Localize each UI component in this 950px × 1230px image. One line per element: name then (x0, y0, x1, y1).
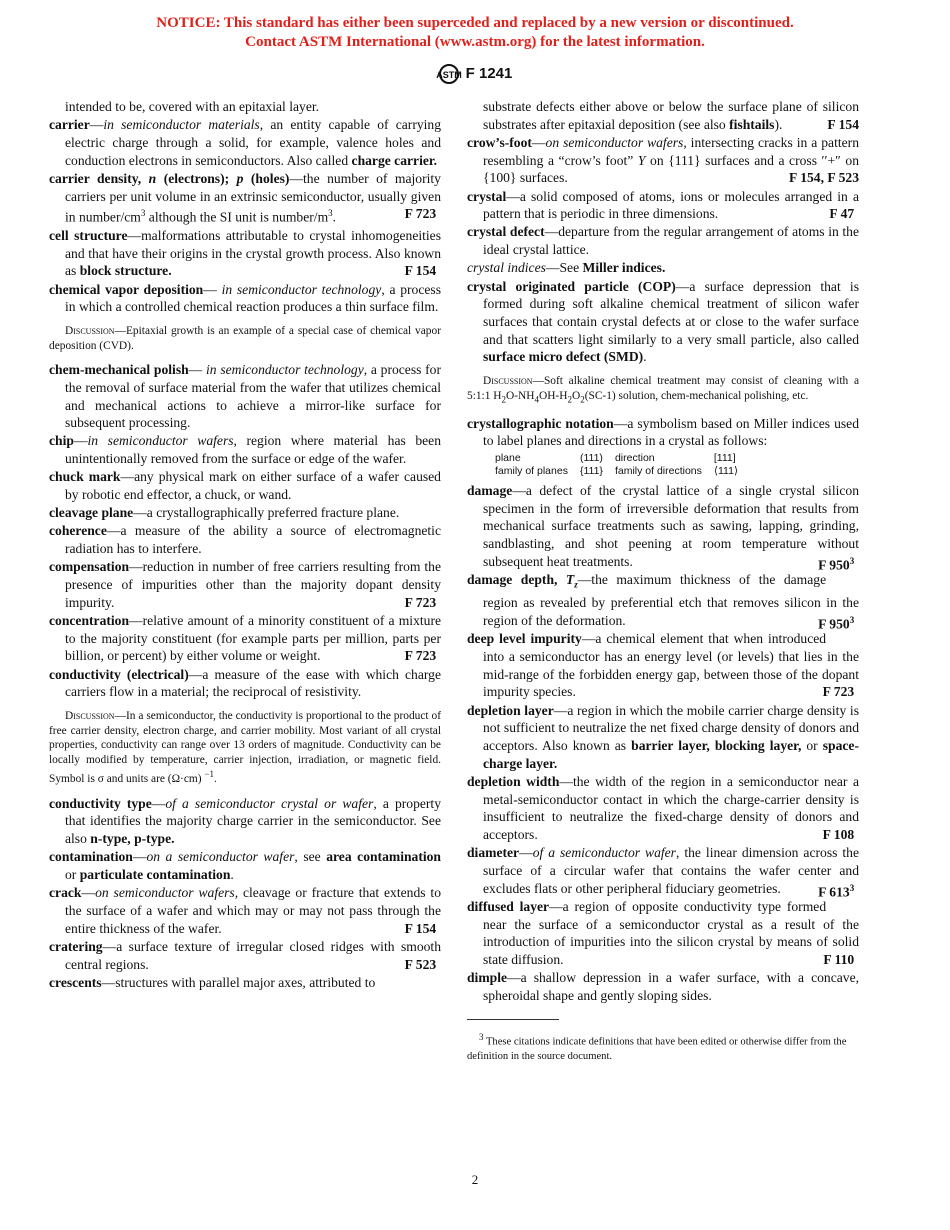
entry-crack: crack—on semiconductor wafers, cleavage or fracture that extends to the surface of a wafer and which may or may not pass through the entire thickness of the wafer. F 154 (49, 885, 442, 936)
citation: F 523 (404, 956, 437, 972)
citation: F $613^3$ (818, 882, 855, 900)
entry-damage: damage—a defect of the crystal lattice of a single crystal silicon specimen in the form of irreversible deformation that results from mechanical surface treatments such as sawing, lapping, grinding, sandblasting, and shot peening at room temperature without subsequent heat treatments. F $950^3$ (467, 482, 859, 573)
discussion-conductivity: Discussion—In a semiconductor, the conductivity is proportional to the product of free carrier density, electron charge, and carrier mobility. Most variant of all crystal properties, conductivity can range over 13 orders of magnitude. Conductivity can be locally modified by temperature, carrier injection, irradiation, or magnetic field. Symbol is σ and units are (Ω·cm) $^{-1}$. (49, 710, 441, 786)
entry-crystallographic-notation: crystallographic notation—a symbolism based on Miller indices used to label planes and directions in a crystal as follows: (467, 415, 859, 449)
entry-coherence: coherence—a measure of the ability a source of electromagnetic radiation has to interfere. (49, 523, 441, 557)
footnote-divider (467, 1019, 559, 1020)
citation: F 108 (822, 827, 855, 842)
astm-logo-text: ASTM (435, 70, 462, 80)
entry-chip: chip—in semiconductor wafers, region where material has been unintentionally removed from the surface or edge of the wafer. (49, 433, 441, 467)
entry-crystal-defect: crystal defect—departure from the regular arrangement of atoms in the ideal crystal lattice. (467, 224, 860, 258)
entry-cleavage-plane: cleavage plane—a crystallographically preferred fracture plane. (49, 505, 400, 521)
entry-damage-depth: damage depth, $T_z—the$ maximum thickness of the damage region as revealed by preferential etch that removes silicon in the region of the deformation. F $950^3$ (467, 571, 859, 632)
entry-chuck-mark: chuck mark—any physical mark on either surface of a wafer caused by robotic end effector, a chuck, or wand. (49, 469, 441, 503)
entry-compensation: compensation—reduction in number of free carriers resulting from the presence of impurities other than the majority dopant density impurity. F 723 (49, 559, 441, 610)
discussion-cop: Discussion—Soft alkaline chemical treatment may consist of cleaning with a 5:1:1 $H_2O-NH_4OH-H_2O_2(SC-1)$ solution, chem-mechanical polishing, etc. (467, 375, 859, 404)
entry-carrier-density: carrier density, n (electrons); p (holes)—the number of majority carriers per unit volume in an extrinsic semiconductor, usually given in number/$cm^3$ although the SI unit is number/$m^3$. F 723 (49, 170, 441, 225)
astm-logo-icon (435, 64, 462, 84)
table-row: plane (111) direction [111] (495, 451, 736, 464)
discussion-cvd: Discussion—Epitaxial growth is an example of a special case of chemical vapor deposition (CVD). (49, 324, 441, 352)
entry-crescents: crescents—structures with parallel major axes, attributed to (49, 974, 376, 990)
entry-cvd: chemical vapor deposition— in semiconductor technology, a process in which a controlled chemical reaction produces a thin surface film. (49, 281, 441, 315)
citation: F $950^3$ (818, 615, 855, 632)
table-row: family of planes {111} family of directions ⟨111⟩ (495, 464, 739, 477)
citation: F 154, F 523 (789, 170, 859, 186)
entry-conductivity: conductivity (electrical)—a measure of the ease with which charge carriers flow in a material; the reciprocal of resistivity. (49, 666, 441, 700)
right-column (467, 98, 859, 1074)
notice-line-1: NOTICE: This standard has either been superceded and replaced by a new version or discontinued. (156, 15, 794, 31)
entry-crystal: crystal—a solid composed of atoms, ions or molecules arranged in a pattern that is periodic in three dimensions. F 47 (467, 188, 859, 222)
citation: F 110 (823, 951, 855, 967)
citation: F 154 (827, 116, 859, 132)
entry-dimple: dimple—a shallow depression in a wafer surface, with a concave, spheroidal shape and gently sloping sides. (467, 970, 859, 1003)
entry-carrier: carrier—in semiconductor materials, an entity capable of carrying electric charge through a solid, for example, valence holes and conduction electrons in semiconductors. Also called charge carrier. (49, 117, 442, 168)
footnote: $^3$ These citations indicate definitions that have been edited or otherwise differ from the definition in the source document. (467, 1032, 847, 1062)
citation: F 154 (404, 920, 437, 936)
entry-conductivity-type: conductivity type—of a semiconductor crystal or wafer, a property that identifies the majority charge carrier in the semiconductor. See also n-type, p-type. (49, 795, 442, 847)
citation: F 723 (404, 648, 437, 664)
left-column (49, 98, 441, 992)
entry-diffused-layer: diffused layer—a region of opposite conductivity type formed near the surface of a semiconductor crystal as a result of the introduction of impurities into the silicon crystal by means of solid state diffusion. F 110 (467, 898, 859, 967)
entry-cratering: cratering—a surface texture of irregular closed ridges with smooth central regions. F 523 (49, 938, 441, 972)
page-number: 2 (471, 1172, 479, 1187)
citation: F 723 (404, 206, 437, 222)
entry-crows-foot: crow’s-foot—on semiconductor wafers, intersecting cracks in a pattern resembling a “crow’s foot” Y on {111} surfaces and a cross ′′+″ on {100} surfaces. F 154, F 523 (467, 134, 859, 186)
notice-line-2: Contact ASTM International (www.astm.org) for the latest information. (245, 34, 705, 50)
entry-depletion-width: depletion width—the width of the region in a semiconductor near a metal-semiconductor contact in which the charge-carrier density is insufficient to neutralize the fixed-charge density of donors and acceptors. F 108 (467, 773, 859, 842)
entry-crystal-indices: crystal indices—See Miller indices. (467, 260, 666, 276)
continued-text: substrate defects either above or below the surface plane of silicon substrates after epitaxial deposition (see also fishtails). F 154 (483, 99, 859, 132)
citation: F 47 (829, 206, 855, 222)
entry-contamination: contamination—on a semiconductor wafer, see area contamination or particulate contamination. (49, 849, 441, 883)
citation: F 723 (822, 684, 855, 700)
entry-cell-structure: cell structure—malformations attributable to crystal inhomogeneities and that have their origins in the crystal growth process. Also known as block structure. F 154 (49, 227, 442, 279)
entry-deep-level-impurity: deep level impurity—a chemical element that when introduced into a semiconductor has an energy level (or levels) that lies in the mid-range of the forbidden energy gap, between those of the dopant impurity species. F 723 (467, 631, 859, 700)
entry-chem-mech-polish: chem-mechanical polish— in semiconductor technology, a process for the removal of surface material from the wafer that utilizes chemical and mechanical actions to achieve a mirror-like surface for subsequent processing. (49, 362, 442, 431)
continued-text: intended to be, covered with an epitaxial layer. (65, 99, 320, 114)
notice-banner (0, 14, 950, 52)
entry-concentration: concentration—relative amount of a minority constituent of a mixture to the majority constituent (for example parts per million, parts per billion, or percent) by either volume or weight. F 723 (49, 613, 441, 664)
page-header (0, 64, 950, 84)
citation: F 154 (404, 263, 437, 279)
entry-diameter: diameter—of a semiconductor wafer, the linear dimension across the surface of a circular wafer that contains the wafer center and excludes flats or other peripheral fiduciary geometries. F $613^3$ (467, 845, 859, 900)
designation: F 1241 (465, 64, 513, 82)
entry-cop: crystal originated particle (COP)—a surface depression that is formed during soft alkaline chemical treatment of silicon wafer surfaces that contain crystal defects at or close to the wafer surface and that scatters light similarly to a very small particle, also called surface micro defect (SMD). (467, 278, 859, 365)
entry-depletion-layer: depletion layer—a region in which the mobile carrier charge density is not sufficient to neutralize the net fixed charge density of donors and acceptors. Also known as barrier layer, blocking layer, or space-charge layer. (467, 702, 859, 771)
notation-table (495, 452, 750, 478)
citation: F 723 (404, 594, 437, 610)
citation: F $950^3$ (818, 555, 855, 573)
